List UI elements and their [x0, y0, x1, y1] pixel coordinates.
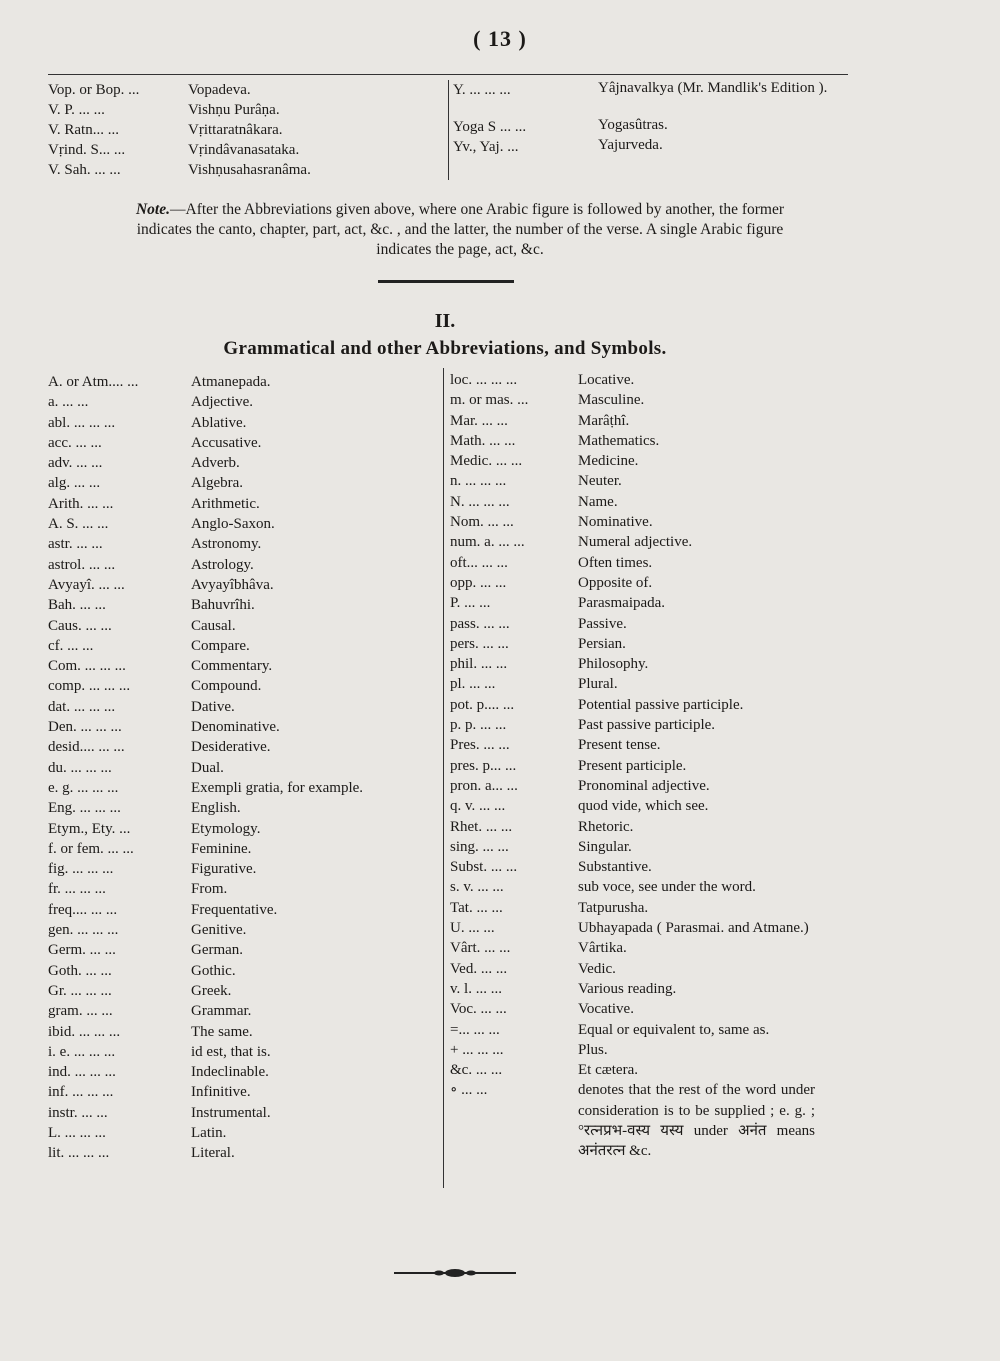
meaning: Exempli gratia, for example. [191, 779, 364, 796]
meaning: Adverb. [191, 455, 240, 472]
abbreviation: gen. ... ... ... [48, 922, 119, 939]
abbreviation: gram. ... ... [48, 1003, 113, 1020]
meaning: English. [191, 800, 241, 817]
meaning: Commentary. [191, 658, 273, 675]
meaning: Singular. [578, 838, 632, 855]
abbreviation: m. or mas. ... [450, 392, 529, 409]
abbreviation: Den. ... ... ... [48, 719, 122, 736]
list-item [450, 918, 815, 938]
list-item [450, 1080, 815, 1161]
meaning: Adjective. [191, 394, 254, 411]
abbreviation: n. ... ... ... [450, 473, 507, 490]
abbreviation: pres. p... ... [450, 757, 517, 774]
abbreviation: Y. ... ... ... [453, 82, 511, 98]
list-item [48, 494, 438, 514]
list-item [48, 140, 443, 160]
meaning: Substantive. [578, 859, 652, 876]
list-item [48, 839, 438, 859]
list-item [453, 117, 848, 137]
list-item [450, 877, 815, 897]
list-item [48, 1042, 438, 1062]
list-item [48, 120, 443, 140]
abbreviation: + ... ... ... [450, 1041, 504, 1058]
meaning: Compound. [191, 678, 262, 695]
list-item [450, 674, 815, 694]
abbreviation: phil. ... ... [450, 656, 508, 673]
list-item [450, 593, 815, 613]
meaning: Mathematics. [578, 432, 660, 449]
meaning: Bahuvrîhi. [191, 597, 255, 614]
abbreviation: Arith. ... ... [48, 495, 114, 512]
abbreviation: opp. ... ... [450, 574, 507, 591]
abbreviation: &c. ... ... [450, 1062, 503, 1079]
list-item [48, 1123, 438, 1143]
meaning: Instrumental. [191, 1104, 271, 1121]
meaning: Plus. [578, 1041, 608, 1058]
abbreviation: desid.... ... ... [48, 739, 125, 756]
list-item [450, 634, 815, 654]
meaning: Frequentative. [191, 901, 278, 918]
abbreviation: pass. ... ... [450, 615, 510, 632]
abbreviation: pron. a... ... [450, 777, 518, 794]
abbreviation: inf. ... ... ... [48, 1084, 114, 1101]
meaning: Gothic. [191, 962, 236, 979]
abbreviation: adv. ... ... [48, 455, 103, 472]
list-item [450, 471, 815, 491]
abbreviation: Bah. ... ... [48, 597, 106, 614]
list-item [48, 656, 438, 676]
abbreviation: du. ... ... ... [48, 759, 112, 776]
list-item [450, 776, 815, 796]
list-item [48, 920, 438, 940]
list-item [48, 413, 438, 433]
list-item [450, 837, 815, 857]
page-number: ( 13 ) [473, 26, 527, 51]
meaning: Present tense. [578, 737, 661, 754]
meaning: Medicine. [578, 453, 639, 470]
meaning: Yogasûtras. [598, 117, 668, 133]
meaning: sub voce, see under the word. [578, 879, 756, 896]
abbreviation: N. ... ... ... [450, 493, 510, 510]
meaning: Etymology. [191, 820, 261, 837]
list-item [48, 392, 438, 412]
meaning: Persian. [578, 635, 626, 652]
list-item [450, 735, 815, 755]
meaning: Literal. [191, 1145, 235, 1162]
list-item [48, 372, 438, 392]
meaning: Pronominal adjective. [578, 777, 710, 794]
list-item [450, 512, 815, 532]
meaning: Vishṇusahasranâma. [188, 162, 311, 178]
abbreviation: f. or fem. ... ... [48, 840, 134, 857]
abbreviation: astrol. ... ... [48, 556, 116, 573]
meaning: denotes that the rest of the word under consideration is to be supplied ; e. g. ; °रत्नप्रभ-वस्य यस्य under अनंत means अनंतरत्न &c. [578, 1082, 815, 1160]
meaning: Compare. [191, 637, 250, 654]
meaning: Equal or equivalent to, same as. [578, 1021, 770, 1038]
top-left-column [48, 80, 443, 180]
list-item [48, 819, 438, 839]
meaning: Anglo-Saxon. [191, 516, 275, 533]
abbreviation: Vop. or Bop. ... [48, 82, 140, 98]
list-item [450, 857, 815, 877]
abbreviation: Ved. ... ... [450, 960, 508, 977]
list-item [453, 80, 848, 117]
list-item [450, 1060, 815, 1080]
meaning: Indeclinable. [191, 1064, 269, 1081]
note-text: —After the Abbreviations given above, where one Arabic figure is followed by another, the former indicates the canto, chapter, part, act, &c. , and the latter, the number of the verse. A single Arabic figure indicates the page, act, &c. [136, 201, 785, 258]
abbreviation: abl. ... ... ... [48, 414, 116, 431]
list-item [48, 1022, 438, 1042]
meaning: Vṛittaratnâkara. [188, 122, 283, 138]
abbreviation: num. a. ... ... [450, 534, 525, 551]
abbreviation: fr. ... ... ... [48, 881, 106, 898]
meaning: Avyayîbhâva. [191, 576, 274, 593]
right-abbreviation-column [450, 370, 815, 1162]
abbreviation: ibid. ... ... ... [48, 1023, 121, 1040]
top-rule [48, 74, 848, 75]
meaning: Feminine. [191, 840, 252, 857]
meaning: Greek. [191, 982, 232, 999]
list-item [48, 100, 443, 120]
abbreviation: i. e. ... ... ... [48, 1043, 116, 1060]
list-item [48, 1062, 438, 1082]
list-item [48, 473, 438, 493]
abbreviation: A. or Atm.... ... [48, 374, 139, 390]
abbreviation: Goth. ... ... [48, 962, 112, 979]
meaning: Masculine. [578, 392, 645, 409]
section-separator [378, 280, 514, 283]
abbreviation: p. p. ... ... [450, 717, 507, 734]
list-item [450, 817, 815, 837]
meaning: Astronomy. [191, 536, 262, 553]
list-item [450, 614, 815, 634]
meaning: Et cætera. [578, 1062, 638, 1079]
note-label: Note. [135, 201, 170, 218]
list-item [450, 796, 815, 816]
abbreviation: Rhet. ... ... [450, 818, 513, 835]
abbreviation: s. v. ... ... [450, 879, 504, 896]
list-item [48, 160, 443, 180]
list-item [48, 575, 438, 595]
meaning: Marâṭhî. [578, 412, 630, 429]
list-item [450, 451, 815, 471]
list-item [48, 879, 438, 899]
list-item [450, 532, 815, 552]
meaning: Locative. [578, 372, 635, 388]
column-divider [443, 368, 444, 1188]
meaning: Ubhayapada ( Parasmai. and Atmane.) [578, 920, 809, 937]
list-item [48, 676, 438, 696]
meaning: Latin. [191, 1124, 227, 1141]
abbreviation: U. ... ... [450, 920, 495, 937]
list-item [48, 859, 438, 879]
abbreviation: ∘ ... ... [450, 1082, 488, 1099]
abbreviation: Vârt. ... ... [450, 940, 511, 957]
abbreviation: fig. ... ... ... [48, 861, 114, 878]
bottom-ornament [394, 1268, 516, 1278]
meaning: Vishṇu Purâṇa. [188, 102, 280, 118]
meaning: Vârtika. [578, 940, 627, 957]
abbreviation: Medic. ... ... [450, 453, 523, 470]
list-item [450, 390, 815, 410]
list-item [48, 80, 443, 100]
abbreviation: freq.... ... ... [48, 901, 118, 918]
meaning: Vopadeva. [188, 82, 251, 98]
list-item [450, 573, 815, 593]
meaning: Various reading. [578, 980, 677, 997]
list-item [48, 595, 438, 615]
meaning: Desiderative. [191, 739, 271, 756]
list-item [48, 1143, 438, 1163]
list-item [48, 778, 438, 798]
abbreviation: v. l. ... ... [450, 980, 502, 997]
list-item [48, 453, 438, 473]
abbreviation: Eng. ... ... ... [48, 800, 121, 817]
abbreviation: Pres. ... ... [450, 737, 510, 754]
list-item [48, 555, 438, 575]
list-item [450, 979, 815, 999]
abbreviation: V. Sah. ... ... [48, 162, 121, 178]
meaning: Astrology. [191, 556, 254, 573]
abbreviation: pers. ... ... [450, 635, 509, 652]
meaning: Nominative. [578, 514, 653, 531]
abbreviation: L. ... ... ... [48, 1124, 106, 1141]
list-item [450, 715, 815, 735]
meaning: Numeral adjective. [578, 534, 693, 551]
meaning: Denominative. [191, 719, 280, 736]
list-item [450, 999, 815, 1019]
list-item [48, 900, 438, 920]
meaning: Often times. [578, 554, 653, 571]
left-abbreviation-column [48, 372, 438, 1164]
meaning: Vedic. [578, 960, 616, 977]
list-item [450, 1040, 815, 1060]
meaning: quod vide, which see. [578, 798, 709, 815]
abbreviation: Nom. ... ... [450, 514, 514, 531]
meaning: Passive. [578, 615, 627, 632]
abbreviation: pot. p.... ... [450, 696, 515, 713]
list-item [450, 959, 815, 979]
list-item [48, 616, 438, 636]
meaning: Parasmaipada. [578, 595, 666, 612]
abbreviation: A. S. ... ... [48, 516, 109, 533]
list-item [48, 798, 438, 818]
abbreviation: Avyayî. ... ... [48, 576, 125, 593]
list-item [48, 758, 438, 778]
meaning: Potential passive participle. [578, 696, 744, 713]
meaning: Past passive participle. [578, 717, 716, 734]
meaning: Algebra. [191, 475, 244, 492]
list-item [450, 938, 815, 958]
meaning: Vṛindâvanasataka. [188, 142, 300, 158]
list-item [453, 137, 848, 157]
list-item [48, 1001, 438, 1021]
meaning: Ablative. [191, 414, 247, 431]
column-divider [448, 80, 449, 180]
abbreviation: e. g. ... ... ... [48, 779, 119, 796]
abbreviation: sing. ... ... [450, 838, 509, 855]
meaning: Yajurveda. [598, 137, 663, 153]
meaning: Causal. [191, 617, 236, 634]
meaning: Name. [578, 493, 618, 510]
meaning: Philosophy. [578, 656, 649, 673]
abbreviation: Tat. ... ... [450, 899, 503, 916]
meaning: German. [191, 942, 244, 959]
meaning: Accusative. [191, 434, 262, 451]
abbreviation: Com. ... ... ... [48, 658, 126, 675]
meaning: Vocative. [578, 1001, 634, 1018]
list-item [48, 1082, 438, 1102]
abbreviation: instr. ... ... [48, 1104, 108, 1121]
list-item [48, 737, 438, 757]
abbreviation: q. v. ... ... [450, 798, 506, 815]
note-paragraph [110, 200, 810, 260]
meaning: Opposite of. [578, 574, 653, 591]
abbreviation: Gr. ... ... ... [48, 982, 112, 999]
list-item [48, 697, 438, 717]
abbreviation: acc. ... ... [48, 434, 102, 451]
meaning: Arithmetic. [191, 495, 260, 512]
abbreviation: lit. ... ... ... [48, 1145, 110, 1162]
abbreviation: astr. ... ... [48, 536, 103, 553]
list-item [48, 717, 438, 737]
list-item [48, 1103, 438, 1123]
meaning: id est, that is. [191, 1043, 271, 1060]
abbreviation: Yoga S ... ... [453, 119, 527, 135]
list-item [48, 433, 438, 453]
abbreviation: Caus. ... ... [48, 617, 112, 634]
meaning: Dual. [191, 759, 224, 776]
list-item [48, 636, 438, 656]
list-item [450, 370, 815, 390]
meaning: Infinitive. [191, 1084, 251, 1101]
top-abbreviations [48, 80, 848, 180]
meaning: Yâjnavalkya (Mr. Mandlik's Edition ). [598, 80, 828, 96]
list-item [450, 411, 815, 431]
section-number: II. [434, 310, 456, 332]
abbreviation: =... ... ... [450, 1021, 500, 1038]
abbreviation: Yv., Yaj. ... [453, 139, 519, 155]
meaning: Genitive. [191, 922, 247, 939]
abbreviation: Etym., Ety. ... [48, 820, 131, 837]
abbreviation: Voc. ... ... [450, 1001, 507, 1018]
list-item [48, 514, 438, 534]
abbreviation: comp. ... ... ... [48, 678, 131, 695]
meaning: The same. [191, 1023, 253, 1040]
abbreviation: pl. ... ... [450, 676, 496, 693]
list-item [450, 492, 815, 512]
meaning: Figurative. [191, 861, 257, 878]
list-item [450, 654, 815, 674]
meaning: Grammar. [191, 1003, 252, 1020]
meaning: Neuter. [578, 473, 622, 490]
meaning: Plural. [578, 676, 618, 693]
meaning: Atmanepada. [191, 374, 271, 390]
meaning: Present participle. [578, 757, 687, 774]
abbreviation: oft... ... ... [450, 554, 508, 571]
meaning: From. [191, 881, 228, 898]
list-item [48, 534, 438, 554]
list-item [450, 756, 815, 776]
abbreviation: cf. ... ... [48, 637, 94, 654]
abbreviation: Mar. ... ... [450, 412, 508, 429]
abbreviation: Subst. ... ... [450, 859, 518, 876]
list-item [48, 981, 438, 1001]
section-title: Grammatical and other Abbreviations, and Symbols. [223, 338, 667, 359]
abbreviation: alg. ... ... [48, 475, 101, 492]
list-item [450, 431, 815, 451]
list-item [450, 1020, 815, 1040]
top-right-column [453, 80, 848, 157]
abbreviation: Germ. ... ... [48, 942, 116, 959]
meaning: Dative. [191, 698, 235, 715]
list-item [450, 898, 815, 918]
list-item [48, 961, 438, 981]
abbreviation: dat. ... ... ... [48, 698, 116, 715]
abbreviation: ind. ... ... ... [48, 1064, 116, 1081]
meaning: Tatpurusha. [578, 899, 649, 916]
abbreviation: a. ... ... [48, 394, 89, 411]
list-item [450, 553, 815, 573]
abbreviation: Math. ... ... [450, 432, 516, 449]
abbreviation: Vṛind. S... ... [48, 142, 126, 158]
list-item [48, 940, 438, 960]
meaning: Rhetoric. [578, 818, 634, 835]
abbreviation: V. Ratn... ... [48, 122, 119, 138]
abbreviation: V. P. ... ... [48, 102, 105, 118]
abbreviation: loc. ... ... ... [450, 372, 518, 388]
list-item [450, 695, 815, 715]
abbreviation: P. ... ... [450, 595, 491, 612]
